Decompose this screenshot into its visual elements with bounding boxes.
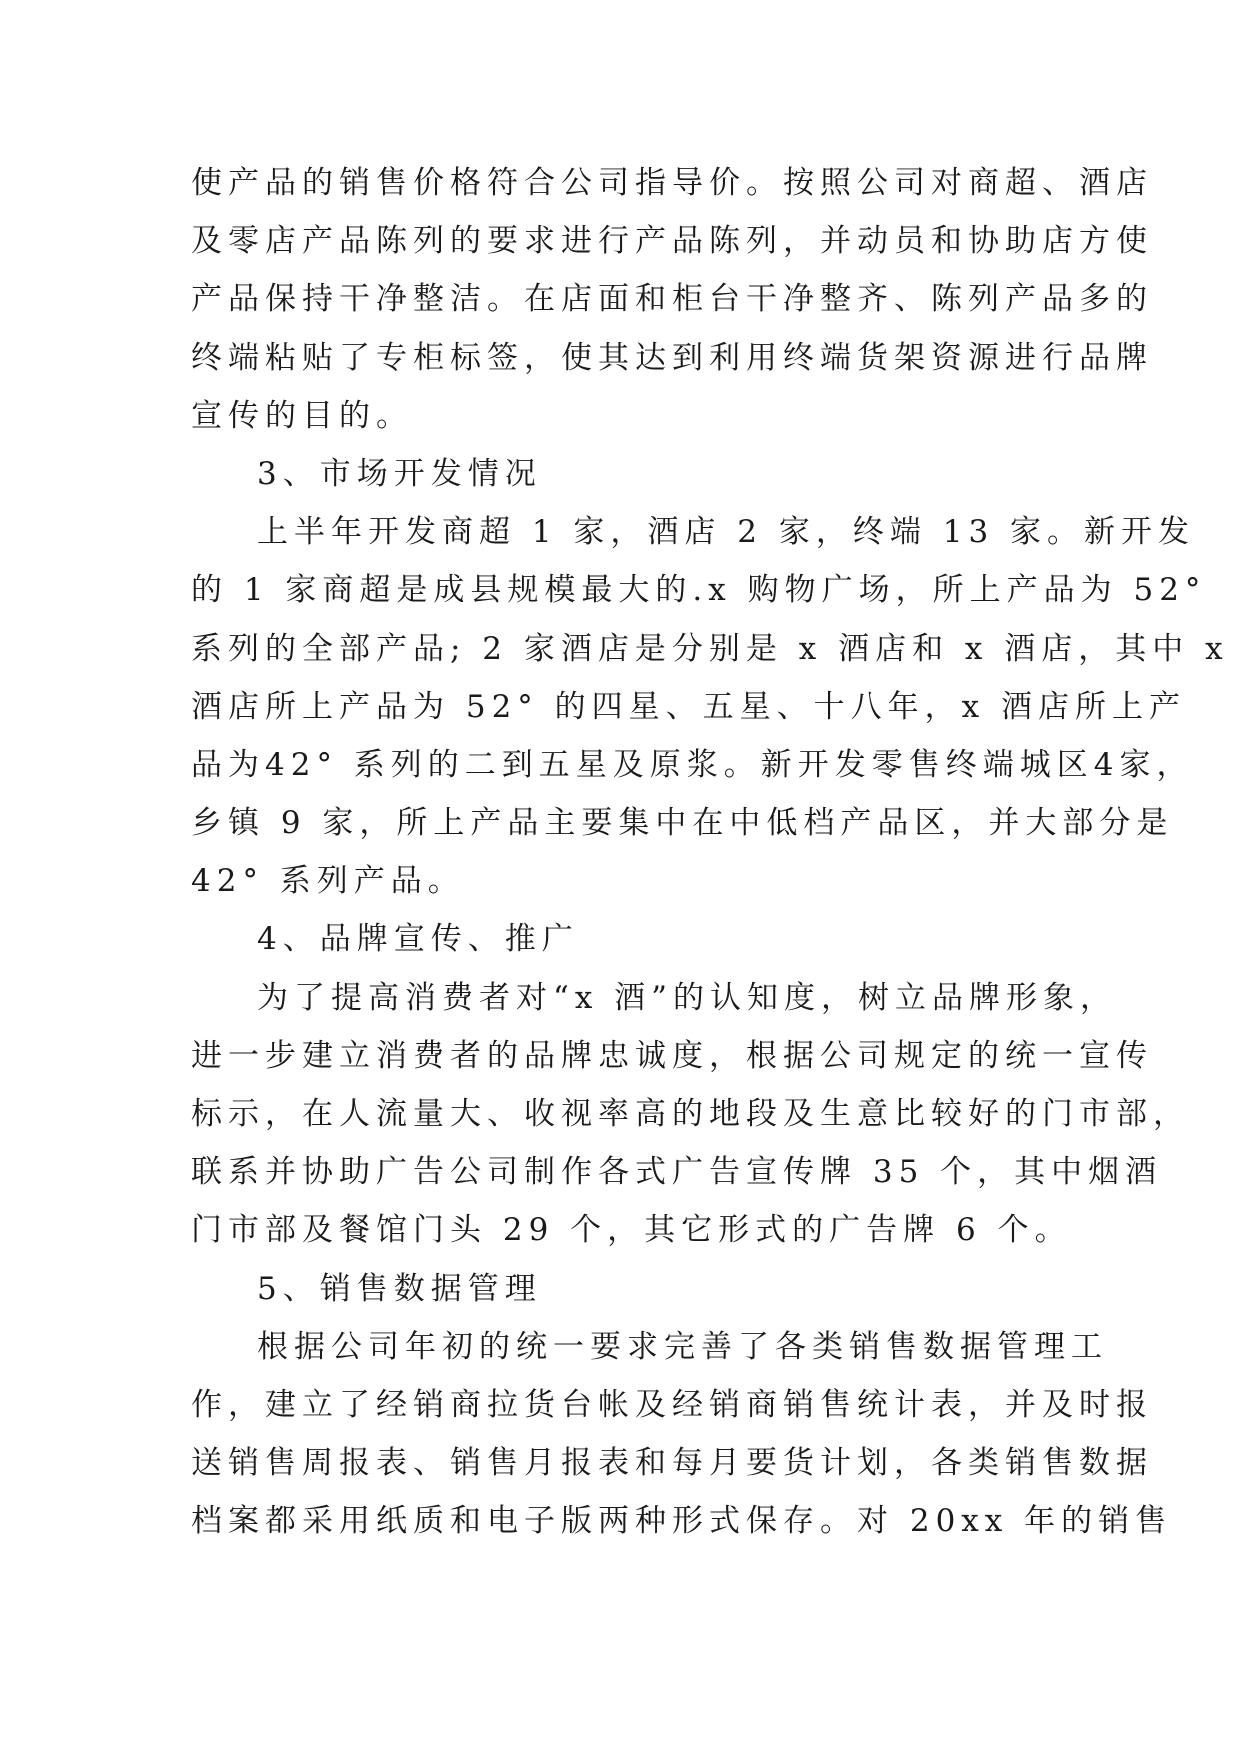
text-line: 档案都采用纸质和电子版两种形式保存。对 20xx 年的销售 (191, 1503, 1173, 1540)
text-line: 联系并协助广告公司制作各式广告宣传牌 35 个，其中烟酒 (191, 1154, 1163, 1191)
paragraph-start-line: 3、市场开发情况 (257, 455, 542, 492)
text-line: 品为42° 系列的二到五星及原浆。新开发零售终端城区4家， (191, 746, 1194, 783)
text-line: 乡镇 9 家，所上产品主要集中在中低档产品区，并大部分是 (191, 805, 1174, 842)
paragraph-start-line: 4、品牌宣传、推广 (257, 921, 579, 958)
text-line: 送销售周报表、销售月报表和每月要货计划，各类销售数据 (191, 1445, 1153, 1482)
text-line: 作，建立了经销商拉货台帐及经销商销售统计表，并及时报 (191, 1386, 1153, 1423)
paragraph-start-line: 5、销售数据管理 (257, 1270, 542, 1307)
text-line: 门市部及餐馆门头 29 个，其它形式的广告牌 6 个。 (191, 1212, 1072, 1249)
text-line: 产品保持干净整洁。在店面和柜台干净整齐、陈列产品多的 (191, 281, 1153, 318)
text-line: 系列的全部产品; 2 家酒店是分别是 x 酒店和 x 酒店，其中 x (191, 630, 1229, 667)
text-line: 宣传的目的。 (191, 397, 413, 434)
text-line: 的 1 家商超是成县规模最大的.x 购物广场，所上产品为 52° (191, 572, 1207, 609)
text-line: 及零店产品陈列的要求进行产品陈列，并动员和协助店方使 (191, 223, 1153, 260)
paragraph-start-line: 根据公司年初的统一要求完善了各类销售数据管理工 (257, 1328, 1108, 1365)
text-line: 使产品的销售价格符合公司指导价。按照公司对商超、酒店 (191, 165, 1153, 201)
text-line: 标示，在人流量大、收视率高的地段及生意比较好的门市部， (191, 1096, 1190, 1132)
document-body (191, 154, 1229, 1551)
text-line: 42° 系列产品。 (191, 863, 465, 900)
text-line: 酒店所上产品为 52° 的四星、五星、十八年，x 酒店所上产 (191, 688, 1186, 725)
text-line: 进一步建立消费者的品牌忠诚度，根据公司规定的统一宣传 (191, 1037, 1153, 1074)
paragraph-start-line: 上半年开发商超 1 家，酒店 2 家，终端 13 家。新开发 (257, 514, 1196, 551)
paragraph-start-line: 为了提高消费者对“x 酒”的认知度，树立品牌形象， (257, 979, 1118, 1016)
text-line: 终端粘贴了专柜标签，使其达到利用终端货架资源进行品牌 (191, 339, 1153, 376)
